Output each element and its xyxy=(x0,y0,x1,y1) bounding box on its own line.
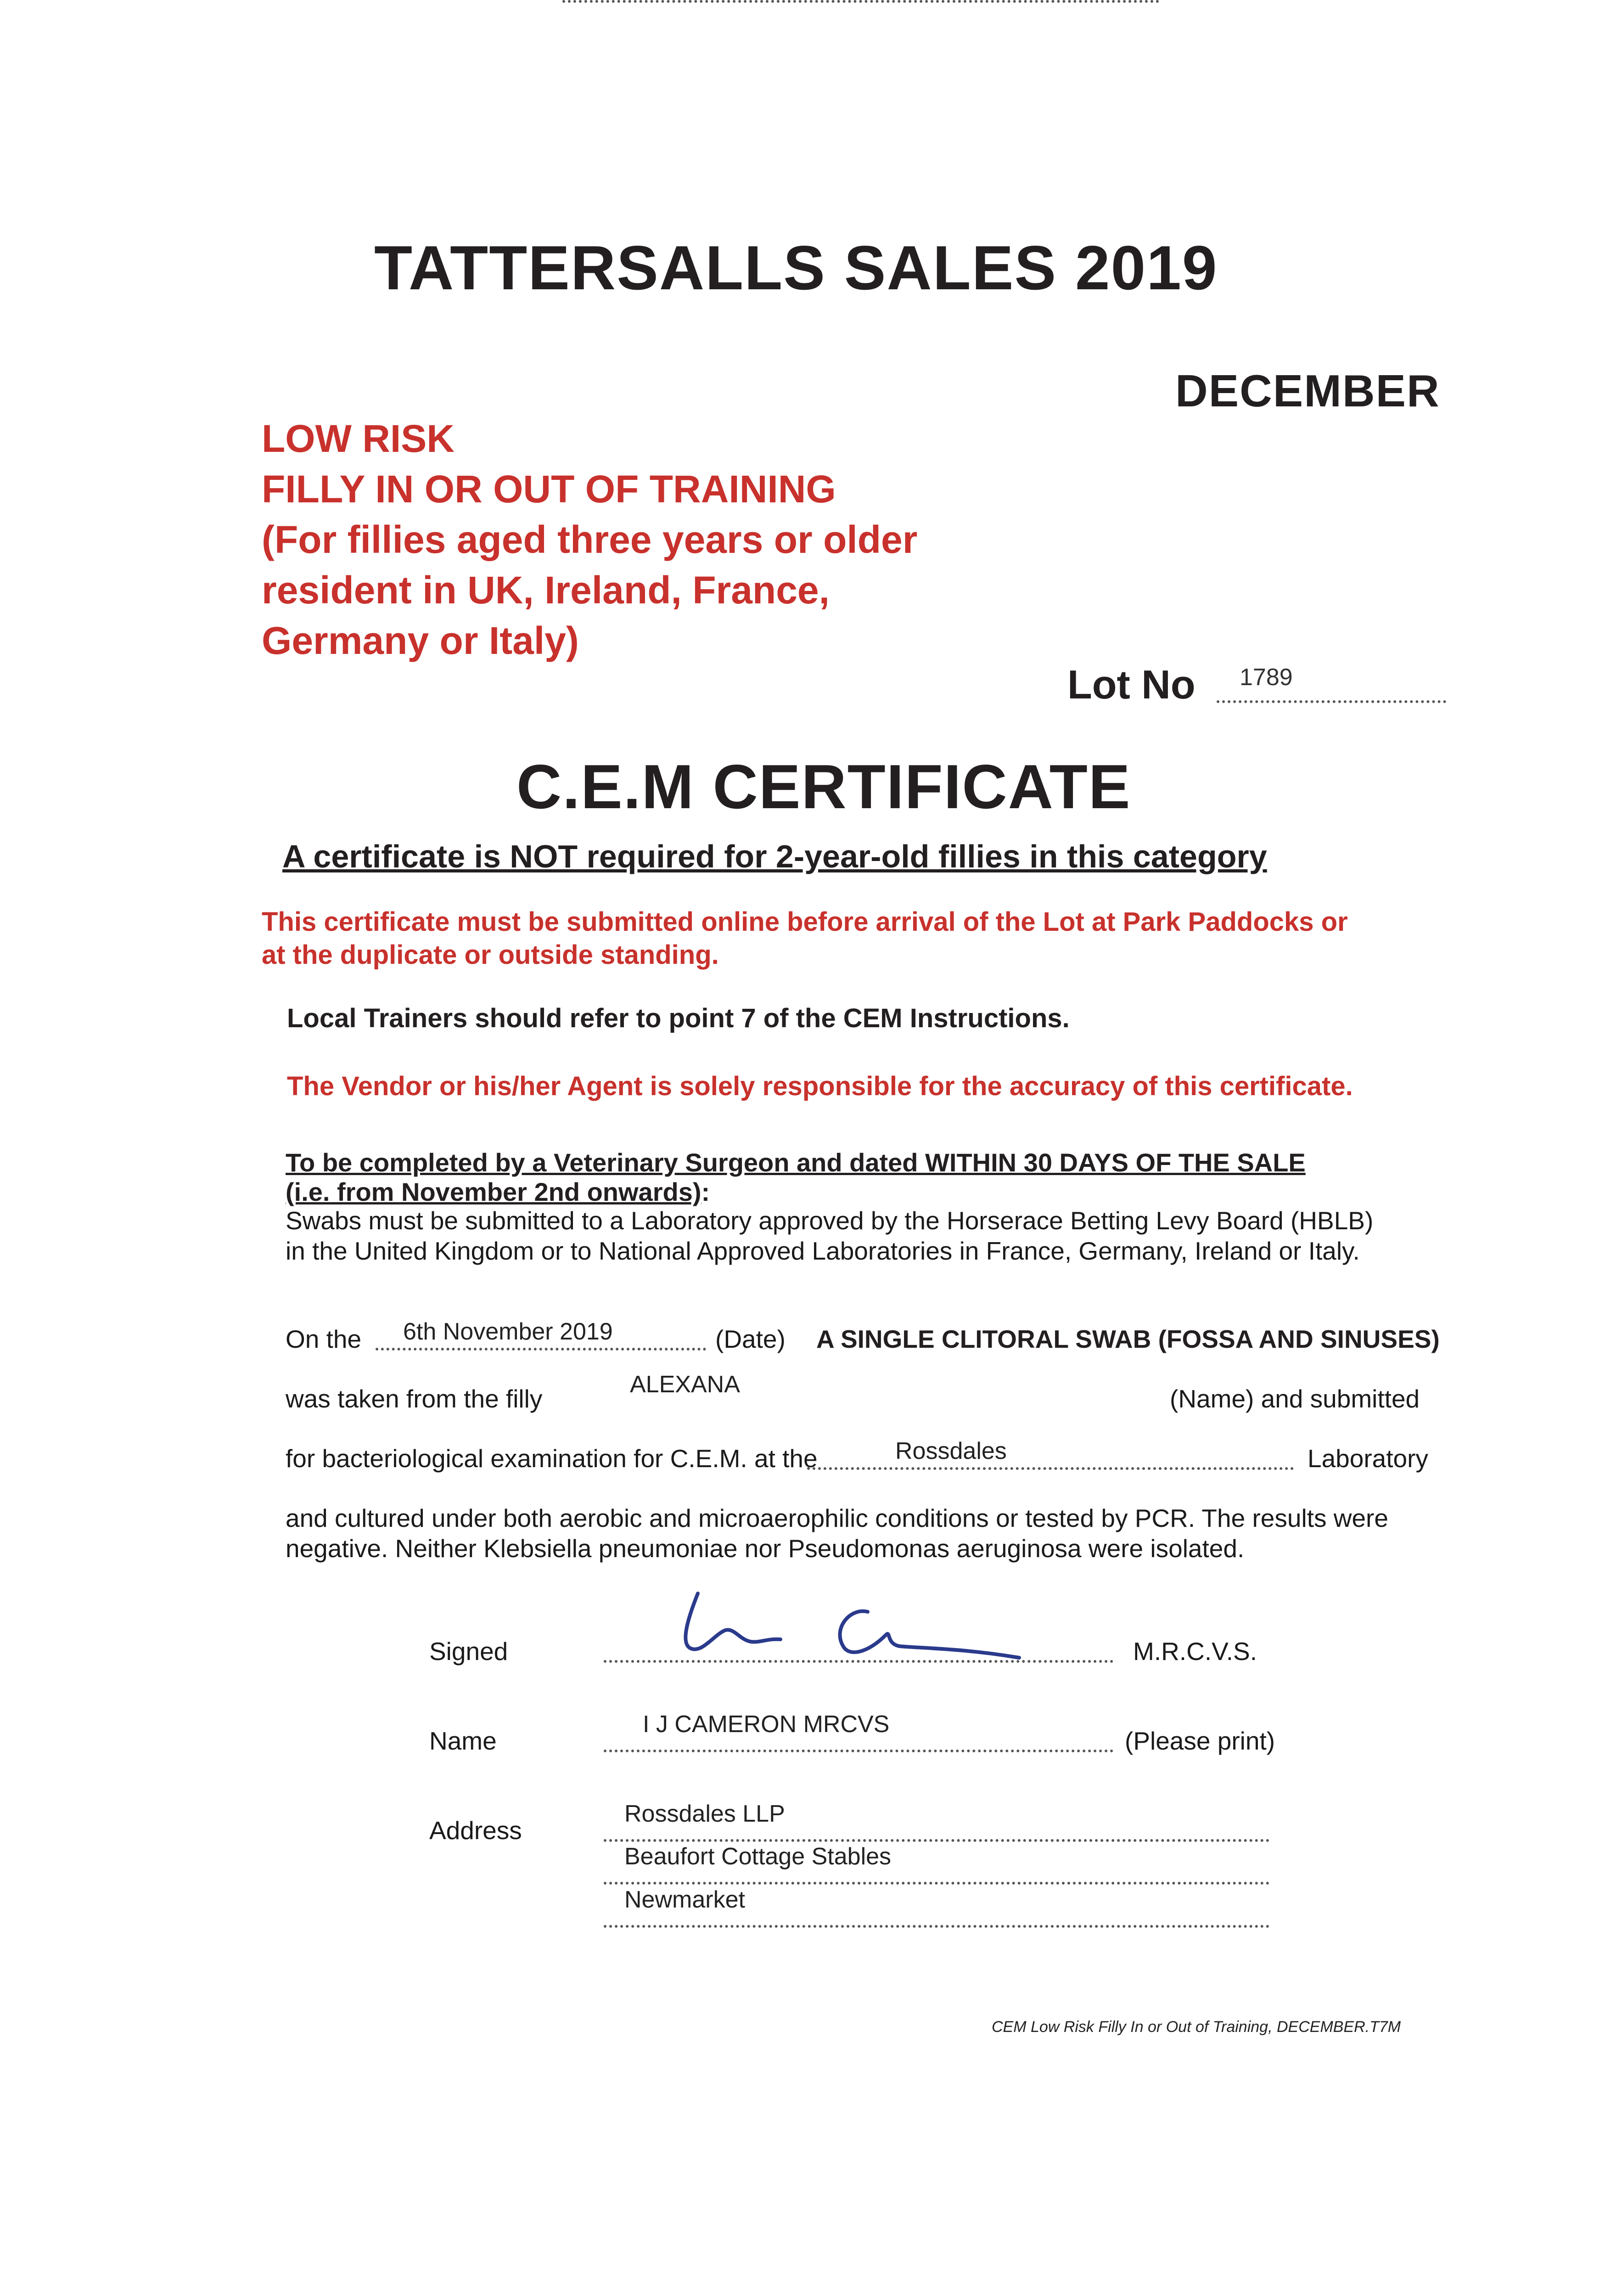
lab-dotted-line xyxy=(807,1467,1294,1470)
lab-name-value[interactable]: Rossdales xyxy=(895,1438,1007,1464)
submission-notice-line-2: at the duplicate or outside standing. xyxy=(262,940,719,970)
on-the-label: On the xyxy=(286,1325,362,1353)
category-line-1: LOW RISK xyxy=(262,417,455,460)
taken-from-label: was taken from the filly xyxy=(286,1384,543,1413)
address-dotted-line-2 xyxy=(604,1882,1269,1885)
lot-dotted-line xyxy=(1217,700,1446,703)
submission-notice-line-1: This certificate must be submitted online before arrival of the Lot at Park Paddocks or xyxy=(262,907,1348,937)
lot-number-value: 1789 xyxy=(1240,664,1293,691)
please-print-label: (Please print) xyxy=(1125,1727,1275,1755)
date-dotted-line xyxy=(376,1348,706,1351)
lot-label: Lot No xyxy=(1067,662,1195,707)
results-paragraph xyxy=(286,1503,1388,1564)
swabs-line-2: in the United Kingdom or to National Approved Laboratories in France, Germany, Ireland or Italy. xyxy=(286,1237,1360,1265)
results-line-2: negative. Neither Klebsiella pneumoniae nor Pseudomonas aeruginosa were isolated. xyxy=(286,1534,1245,1563)
swabs-paragraph xyxy=(286,1205,1373,1266)
category-line-2: FILLY IN OR OUT OF TRAINING xyxy=(262,467,836,511)
swab-description: A SINGLE CLITORAL SWAB (FOSSA AND SINUSES) xyxy=(816,1325,1440,1353)
address-line-2[interactable]: Beaufort Cottage Stables xyxy=(624,1843,892,1870)
name-dotted-line xyxy=(604,1750,1113,1752)
filly-name-value[interactable]: ALEXANA xyxy=(630,1371,740,1398)
vet-name-value[interactable]: I J CAMERON MRCVS xyxy=(643,1711,890,1738)
filly-dotted-line xyxy=(562,0,1159,3)
instructions-heading-line-1: To be completed by a Veterinary Surgeon and dated WITHIN 30 DAYS OF THE SALE xyxy=(286,1148,1306,1177)
swabs-line-1: Swabs must be submitted to a Laboratory approved by the Horserace Betting Levy Board (HBLB) xyxy=(286,1206,1374,1235)
signature-stroke-1 xyxy=(685,1593,780,1649)
instructions-heading-date: (i.e. from November 2nd onwards) xyxy=(286,1177,702,1206)
local-trainers-notice: Local Trainers should refer to point 7 of the CEM Instructions. xyxy=(287,1003,1070,1033)
instructions-heading-line-2 xyxy=(286,1177,1306,1207)
category-block xyxy=(262,413,917,666)
submission-notice xyxy=(262,906,1348,972)
address-dotted-line-3 xyxy=(604,1925,1269,1928)
handwritten-signature xyxy=(670,1580,1038,1685)
laboratory-label: Laboratory xyxy=(1308,1444,1428,1473)
instructions-heading-colon: : xyxy=(701,1177,710,1206)
results-line-1: and cultured under both aerobic and microaerophilic conditions or tested by PCR. The results were xyxy=(286,1504,1388,1532)
name-label: Name xyxy=(429,1727,497,1755)
category-line-4: resident in UK, Ireland, France, xyxy=(262,568,830,612)
document-title: TATTERSALLS SALES 2019 xyxy=(374,233,1218,303)
name-submitted-label: (Name) and submitted xyxy=(1170,1384,1420,1413)
signed-label: Signed xyxy=(429,1637,508,1666)
address-dotted-line-1 xyxy=(604,1839,1269,1842)
mrcvs-label: M.R.C.V.S. xyxy=(1133,1637,1257,1666)
certificate-title: C.E.M CERTIFICATE xyxy=(516,752,1131,822)
category-line-5: Germany or Italy) xyxy=(262,619,579,662)
category-line-3: (For fillies aged three years or older xyxy=(262,518,918,561)
address-line-1[interactable]: Rossdales LLP xyxy=(624,1801,785,1827)
form-reference: CEM Low Risk Filly In or Out of Training, DECEMBER.T7M xyxy=(992,2018,1401,2036)
swab-date-value[interactable]: 6th November 2019 xyxy=(403,1318,613,1345)
exam-label: for bacteriological examination for C.E.M. at the xyxy=(286,1444,818,1473)
signature-stroke-2 xyxy=(840,1611,1019,1658)
date-label: (Date) xyxy=(715,1325,786,1353)
address-line-3[interactable]: Newmarket xyxy=(624,1886,745,1913)
instructions-heading xyxy=(286,1148,1306,1207)
sale-month: DECEMBER xyxy=(1175,366,1440,416)
vendor-notice: The Vendor or his/her Agent is solely responsible for the accuracy of this certificate. xyxy=(287,1071,1353,1101)
certificate-subheading: A certificate is NOT required for 2-year-old fillies in this category xyxy=(282,838,1267,874)
address-label: Address xyxy=(429,1816,522,1845)
